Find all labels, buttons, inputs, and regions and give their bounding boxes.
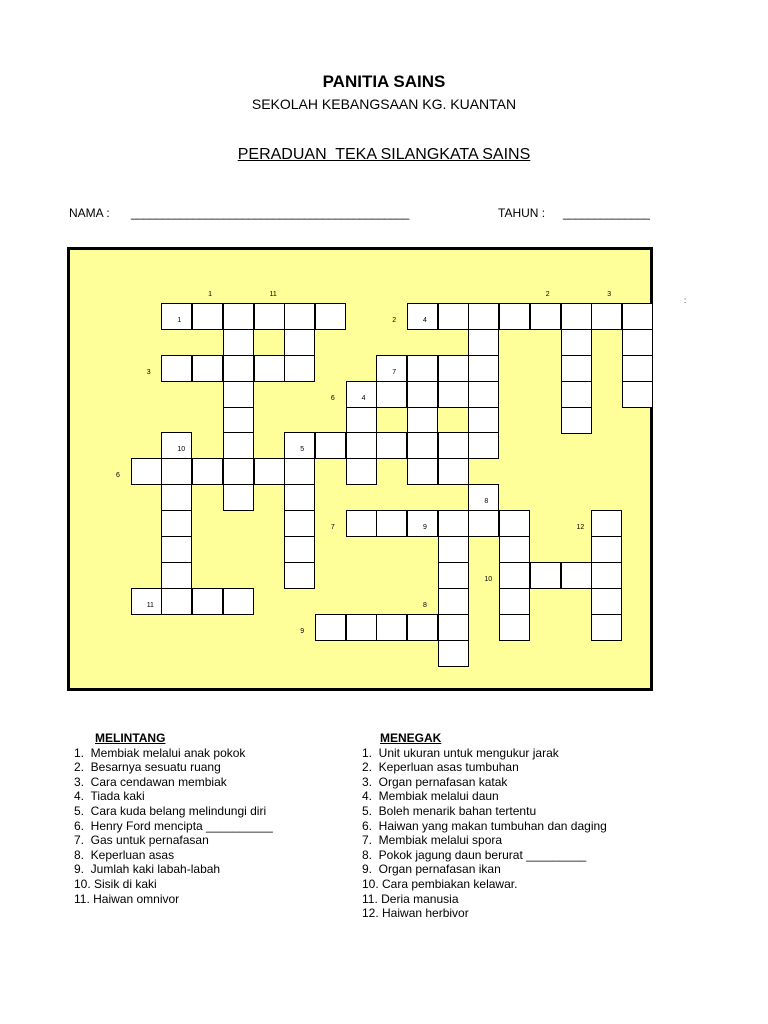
- crossword-cell[interactable]: [376, 381, 407, 408]
- crossword-cell[interactable]: [622, 329, 653, 356]
- crossword-cell[interactable]: [284, 355, 315, 382]
- clue-number: 7: [330, 524, 335, 532]
- down-clue: 1. Unit ukuran untuk mengukur jarak: [362, 745, 559, 760]
- across-clue: 1. Membiak melalui anak pokok: [74, 745, 246, 760]
- clue-number: 6: [330, 394, 335, 402]
- crossword-cell[interactable]: [438, 588, 469, 615]
- crossword-cell[interactable]: [407, 614, 438, 641]
- crossword-cell[interactable]: [530, 303, 561, 330]
- clue-number: 1: [208, 291, 212, 298]
- name-field[interactable]: _____________________________________________: [131, 206, 409, 220]
- crossword-cell[interactable]: [468, 432, 499, 459]
- crossword-cell[interactable]: [622, 355, 653, 382]
- crossword-cell[interactable]: [438, 614, 469, 641]
- crossword-cell[interactable]: [284, 484, 315, 511]
- crossword-cell[interactable]: [591, 510, 622, 537]
- down-clues: [362, 731, 607, 921]
- crossword-cell[interactable]: [284, 458, 315, 485]
- crossword-cell[interactable]: [561, 355, 592, 382]
- crossword-cell[interactable]: [468, 329, 499, 356]
- crossword-cell[interactable]: [561, 381, 592, 408]
- crossword-cell[interactable]: [499, 303, 530, 330]
- crossword-cell[interactable]: [438, 432, 469, 459]
- clue-number: 4: [423, 316, 427, 324]
- clue-number: 10: [484, 575, 493, 583]
- across-clue: 5. Cara kuda belang melindungi diri: [74, 803, 267, 818]
- crossword-cell[interactable]: [499, 588, 530, 615]
- crossword-cell[interactable]: [591, 562, 622, 589]
- crossword-cell[interactable]: [161, 510, 192, 537]
- crossword-cell[interactable]: [254, 355, 285, 382]
- crossword-cell[interactable]: [561, 329, 592, 356]
- clue-number: 9: [423, 524, 427, 532]
- clue-number: 11: [146, 601, 154, 609]
- crossword-cell[interactable]: [376, 614, 407, 641]
- across-clue: 4. Tiada kaki: [74, 789, 145, 804]
- crossword-cell[interactable]: [438, 536, 469, 563]
- crossword-cell[interactable]: [622, 381, 653, 408]
- crossword-cell[interactable]: [161, 355, 192, 382]
- school-name: SEKOLAH KEBANGSAAN KG. KUANTAN: [251, 96, 517, 112]
- down-clue: 11. Deria manusia: [362, 891, 459, 906]
- crossword-cell[interactable]: [346, 458, 377, 485]
- crossword-cell[interactable]: [561, 407, 592, 434]
- down-list: [362, 746, 607, 921]
- crossword-cell[interactable]: [315, 614, 346, 641]
- year-field[interactable]: ______________: [563, 206, 650, 220]
- down-clue: 3. Organ pernafasan katak: [362, 774, 508, 789]
- across-clue: 10. Sisik di kaki: [74, 876, 157, 891]
- down-clue: 2. Keperluan asas tumbuhan: [362, 760, 519, 775]
- crossword-cell[interactable]: [284, 510, 315, 537]
- crossword-cell[interactable]: [591, 614, 622, 641]
- crossword-cell[interactable]: [161, 484, 192, 511]
- crossword-cell[interactable]: [192, 588, 223, 615]
- down-clue: 8. Pokok jagung daun berurat _________: [362, 847, 587, 862]
- across-clue: 7. Gas untuk pernafasan: [74, 833, 209, 848]
- crossword-cell[interactable]: [499, 614, 530, 641]
- across-clues: [74, 731, 273, 906]
- clue-number: 6: [116, 472, 120, 480]
- crossword-cell[interactable]: [622, 303, 653, 330]
- crossword-cell[interactable]: [223, 355, 254, 382]
- clue-number: 8: [423, 601, 427, 609]
- crossword-cell[interactable]: [438, 640, 469, 667]
- clue-number: 2: [545, 291, 550, 298]
- crossword-cell[interactable]: [284, 562, 315, 589]
- clue-number: 1: [177, 316, 182, 324]
- crossword-cell[interactable]: [376, 432, 407, 459]
- crossword-cell[interactable]: [407, 432, 438, 459]
- crossword-cell[interactable]: [438, 458, 469, 485]
- crossword-cell[interactable]: [591, 536, 622, 563]
- crossword-cell[interactable]: [468, 510, 499, 537]
- crossword-cell[interactable]: [407, 381, 438, 408]
- crossword-cell[interactable]: [561, 562, 592, 589]
- crossword-cell[interactable]: [161, 562, 192, 589]
- across-list: [74, 746, 273, 907]
- down-clue: 4. Membiak melalui daun: [362, 789, 499, 804]
- crossword-cell[interactable]: [407, 407, 438, 434]
- clue-number: 8: [484, 498, 489, 506]
- crossword-cell[interactable]: [346, 432, 377, 459]
- across-clue: 3. Cara cendawan membiak: [74, 774, 227, 789]
- crossword-cell[interactable]: [192, 355, 223, 382]
- across-clue: 11. Haiwan omnivor: [74, 891, 180, 906]
- crossword-cell[interactable]: [499, 562, 530, 589]
- crossword-cell[interactable]: [254, 303, 285, 330]
- crossword-cell[interactable]: [223, 432, 254, 459]
- clue-number: 3: [607, 291, 612, 298]
- clue-number: 4: [361, 394, 366, 402]
- clue-number: 11: [269, 291, 277, 298]
- crossword-board: [67, 247, 653, 691]
- contest-title-text: PERADUAN TEKA SILANGKATA SAINS: [237, 146, 531, 163]
- crossword-cell[interactable]: [284, 329, 315, 356]
- clue-number: 5: [300, 446, 305, 454]
- crossword-cell[interactable]: [561, 303, 592, 330]
- clue-number: 12: [576, 524, 585, 532]
- down-clue: 9. Organ pernafasan ikan: [362, 862, 501, 877]
- clue-number: 10: [177, 446, 186, 454]
- crossword-cell[interactable]: [161, 536, 192, 563]
- crossword-cell[interactable]: [438, 381, 469, 408]
- crossword-cell[interactable]: [591, 303, 622, 330]
- crossword-cell[interactable]: [346, 510, 377, 537]
- crossword-cell[interactable]: [284, 303, 315, 330]
- crossword-cell[interactable]: [223, 407, 254, 434]
- across-clue: 9. Jumlah kaki labah-labah: [74, 862, 221, 877]
- crossword-cell[interactable]: [131, 458, 162, 485]
- crossword-cell[interactable]: [284, 536, 315, 563]
- crossword-cell[interactable]: [438, 562, 469, 589]
- page-title: PANITIA SAINS: [322, 72, 446, 91]
- crossword-cell[interactable]: [376, 510, 407, 537]
- crossword-cell[interactable]: [315, 303, 346, 330]
- crossword-cell[interactable]: [407, 458, 438, 485]
- crossword-cell[interactable]: [192, 458, 223, 485]
- crossword-cell[interactable]: [161, 588, 192, 615]
- crossword-cell[interactable]: [499, 510, 530, 537]
- crossword-cell[interactable]: [499, 536, 530, 563]
- crossword-cell[interactable]: [346, 614, 377, 641]
- crossword-cell[interactable]: [468, 381, 499, 408]
- crossword-cell[interactable]: [223, 303, 254, 330]
- crossword-cell[interactable]: [223, 484, 254, 511]
- down-clue: 6. Haiwan yang makan tumbuhan dan daging: [362, 818, 607, 833]
- crossword-cell[interactable]: [223, 588, 254, 615]
- crossword-cell[interactable]: [438, 355, 469, 382]
- crossword-cell[interactable]: [438, 303, 469, 330]
- down-heading: MENEGAK: [380, 731, 442, 745]
- crossword-cell[interactable]: [530, 562, 561, 589]
- crossword-cell[interactable]: [591, 588, 622, 615]
- clue-number: 7: [392, 368, 397, 376]
- clue-number: 9: [300, 627, 305, 635]
- crossword-cell[interactable]: [468, 407, 499, 434]
- year-label: TAHUN :: [498, 206, 546, 220]
- crossword-cell[interactable]: [407, 355, 438, 382]
- across-heading: MELINTANG: [95, 731, 166, 745]
- down-clue: 5. Boleh menarik bahan tertentu: [362, 803, 537, 818]
- down-clue: 12. Haiwan herbivor: [362, 906, 469, 921]
- crossword-cell[interactable]: [254, 458, 285, 485]
- down-clue: 7. Membiak melalui spora: [362, 833, 503, 848]
- crossword-cell[interactable]: [346, 407, 377, 434]
- crossword-cell[interactable]: [223, 381, 254, 408]
- crossword-cell[interactable]: [192, 303, 223, 330]
- crossword-cell[interactable]: [468, 355, 499, 382]
- crossword-cell[interactable]: [468, 303, 499, 330]
- name-label: NAMA :: [69, 206, 110, 220]
- crossword-cell[interactable]: [223, 458, 254, 485]
- across-clue: 2. Besarnya sesuatu ruang: [74, 760, 221, 775]
- clue-number: 2: [392, 316, 397, 324]
- crossword-cell[interactable]: [315, 432, 346, 459]
- crossword-cell[interactable]: [438, 510, 469, 537]
- down-clue: 10. Cara pembiakan kelawar.: [362, 876, 518, 891]
- crossword-cell[interactable]: [161, 458, 192, 485]
- across-clue: 8. Keperluan asas: [74, 847, 175, 862]
- contest-title: [0, 146, 768, 164]
- side-mark: :: [684, 296, 687, 305]
- across-clue: 6. Henry Ford mencipta __________: [74, 818, 273, 833]
- clue-number: 3: [146, 368, 151, 376]
- crossword-cell[interactable]: [223, 329, 254, 356]
